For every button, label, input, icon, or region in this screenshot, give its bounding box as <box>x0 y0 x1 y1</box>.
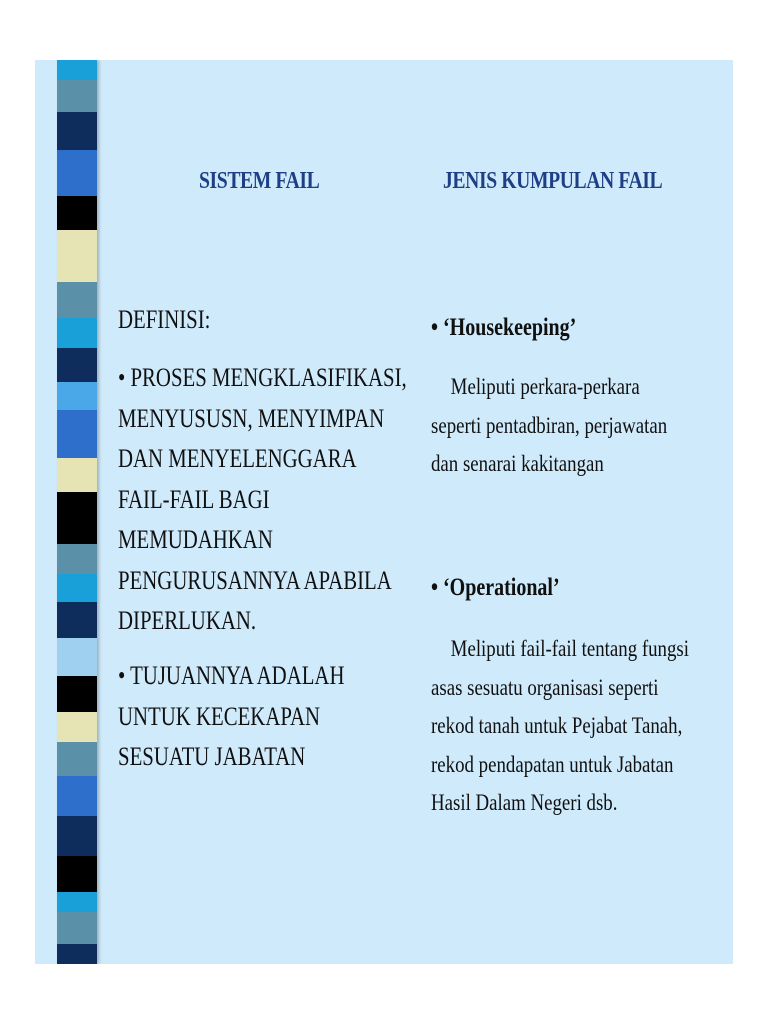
bullet1-line-7: DIPERLUKAN. <box>118 606 257 635</box>
bullet1-line-1: • PROSES MENGKLASIFIKASI, <box>118 363 407 392</box>
operational-body <box>431 630 689 823</box>
decorative-stripe <box>57 60 97 964</box>
definition-label: DEFINISI: <box>118 305 211 334</box>
left-bullet-1 <box>118 358 407 642</box>
bullet1-line-6: PENGURUSANNYA APABILA <box>118 565 392 595</box>
left-heading: SISTEM FAIL <box>199 168 320 194</box>
housekeeping-line-2: seperti pentadbiran, perjawatan <box>431 412 668 438</box>
operational-line-5: Hasil Dalam Negeri dsb. <box>431 790 618 815</box>
operational-line-3: rekod tanah untuk Pejabat Tanah, <box>431 713 683 738</box>
bullet1-line-5: MEMUDAHKAN <box>118 525 273 554</box>
slide <box>35 60 733 964</box>
housekeeping-line-3: dan senarai kakitangan <box>431 451 604 476</box>
left-bullet-2 <box>118 656 344 778</box>
housekeeping-title: • ‘Housekeeping’ <box>431 314 577 341</box>
operational-line-2: asas sesuatu organisasi seperti <box>431 674 659 700</box>
housekeeping-line-1: Meliputi perkara-perkara <box>450 374 640 399</box>
bullet2-line-2: UNTUK KECEKAPAN <box>118 701 321 731</box>
operational-title: • ‘Operational’ <box>431 574 560 601</box>
right-heading: JENIS KUMPULAN FAIL <box>443 168 663 194</box>
operational-line-1: Meliputi fail-fail tentang fungsi <box>450 636 689 661</box>
bullet1-line-3: DAN MENYELENGGARA <box>118 444 357 473</box>
bullet1-line-4: FAIL-FAIL BAGI <box>118 484 270 514</box>
operational-line-4: rekod pendapatan untuk Jabatan <box>431 751 674 777</box>
bullet2-line-1: • TUJUANNYA ADALAH <box>118 661 345 690</box>
bullet2-line-3: SESUATU JABATAN <box>118 742 306 771</box>
housekeeping-body <box>431 368 667 484</box>
bullet1-line-2: MENYUSUSN, MENYIMPAN <box>118 403 385 433</box>
